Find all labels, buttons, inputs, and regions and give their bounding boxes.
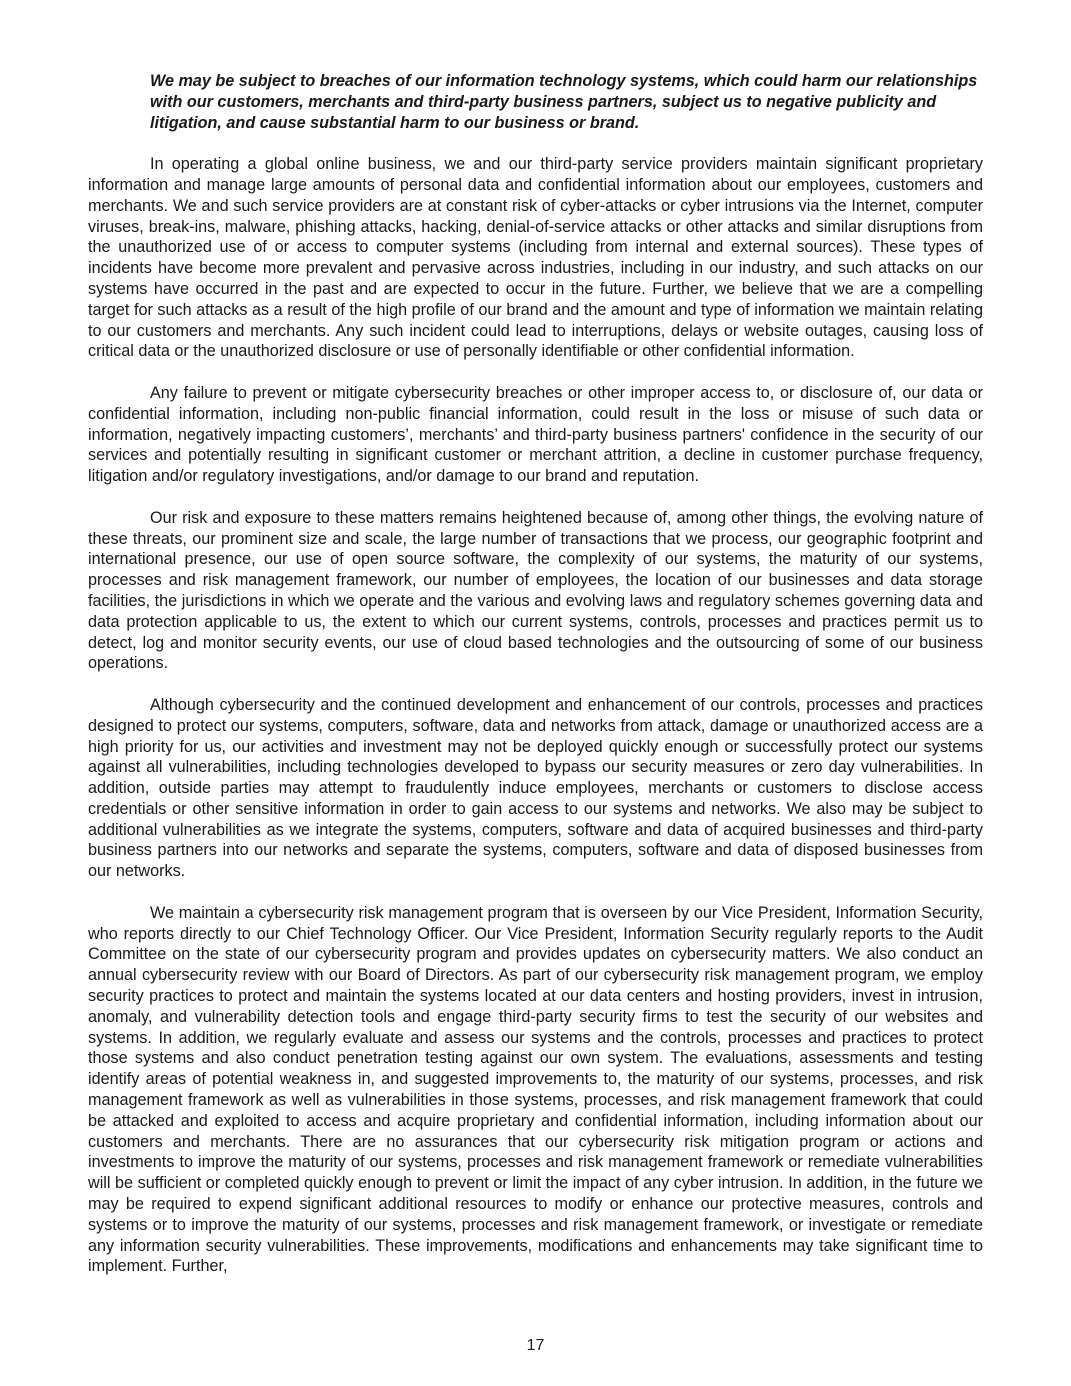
paragraph-vulnerabilities: Although cybersecurity and the continued development and enhancement of our controls, processes and practices designed to protect our systems, computers, software, data and networks from attack, damage or unauthorized access are a high priority for us, our activities and investment may not be deployed quickly enough or successfully protect our systems against all vulnerabilities, including technologies developed to bypass our security measures or zero day vulnerabilities. In addition, outside parties may attempt to fraudulently induce employees, merchants or customers to disclose access credentials or other sensitive information in order to gain access to our systems and networks. We also may be subject to additional vulnerabilities as we integrate the systems, computers, software and data of acquired businesses and third-party business partners into our networks and separate the systems, computers, software and data of disposed businesses from our networks. — [88, 695, 983, 881]
paragraph-breach-consequences: Any failure to prevent or mitigate cybersecurity breaches or other improper access to, or disclosure of, our data or confidential information, including non-public financial information, could result in the loss or misuse of such data or information, negatively impacting customers’, merchants’ and third-party business partners' confidence in the security of our services and potentially resulting in significant customer or merchant attrition, a decline in customer purchase frequency, litigation and/or regulatory investigations, and/or damage to our brand and reputation. — [88, 383, 983, 486]
paragraph-risk-program: We maintain a cybersecurity risk management program that is overseen by our Vice President, Information Security, who reports directly to our Chief Technology Officer. Our Vice President, Information Security regularly reports to the Audit Committee on the state of our cybersecurity program and provides updates on cybersecurity matters. We also conduct an annual cybersecurity review with our Board of Directors. As part of our cybersecurity risk management program, we employ security practices to protect and maintain the systems located at our data centers and hosting providers, invest in intrusion, anomaly, and vulnerability detection tools and engage third-party security firms to test the security of our websites and systems. In addition, we regularly evaluate and assess our systems and the controls, processes and practices to protect those systems and also conduct penetration testing against our own system. The evaluations, assessments and testing identify areas of potential weakness in, and suggested improvements to, the maturity of our systems, processes, and risk management framework as well as vulnerabilities in those systems, processes, and risk management framework that could be attacked and exploited to access and acquire proprietary and confidential information, including information about our customers and merchants. There are no assurances that our cybersecurity risk mitigation program or actions and investments to improve the maturity of our systems, processes and risk management framework or remediate vulnerabilities will be sufficient or completed quickly enough to prevent or limit the impact of any cyber intrusion. In addition, in the future we may be required to expend significant additional resources to modify or enhance our protective measures, controls and systems or to improve the maturity of our systems, processes and risk management framework, or investigate or remediate any information security vulnerabilities. These improvements, modifications and enhancements may take significant time to implement. Further, — [88, 903, 983, 1276]
risk-factor-heading: We may be subject to breaches of our information technology systems, which could harm our relationships with our customers, merchants and third-party business partners, subject us to negative publicity and litigation, and cause substantial harm to our business or brand. — [150, 72, 978, 132]
document-body — [88, 71, 983, 1277]
page-number: 17 — [526, 1337, 545, 1354]
paragraph-heightened-exposure: Our risk and exposure to these matters remains heightened because of, among other things, the evolving nature of these threats, our prominent size and scale, the large number of transactions that we process, our geographic footprint and international presence, our use of open source software, the complexity of our systems, the maturity of our systems, processes and risk management framework, our number of employees, the location of our businesses and data storage facilities, the jurisdictions in which we operate and the various and evolving laws and regulatory schemes governing data and data protection applicable to us, the extent to which our current systems, controls, processes and practices permit us to detect, log and monitor security events, our use of cloud based technologies and the outsourcing of some of our business operations. — [88, 508, 983, 673]
paragraph-operations-risk: In operating a global online business, we and our third-party service providers maintain significant proprietary information and manage large amounts of personal data and confidential information about our employees, customers and merchants. We and such service providers are at constant risk of cyber-attacks or cyber intrusions via the Internet, computer viruses, break-ins, malware, phishing attacks, hacking, denial-of-service attacks or other attacks and similar disruptions from the unauthorized use of or access to computer systems (including from internal and external sources). These types of incidents have become more prevalent and pervasive across industries, including in our industry, and such attacks on our systems have occurred in the past and are expected to occur in the future. Further, we believe that we are a compelling target for such attacks as a result of the high profile of our brand and the amount and type of information we maintain relating to our customers and merchants. Any such incident could lead to interruptions, delays or website outages, causing loss of critical data or the unauthorized disclosure or use of personally identifiable or other confidential information. — [88, 155, 983, 361]
